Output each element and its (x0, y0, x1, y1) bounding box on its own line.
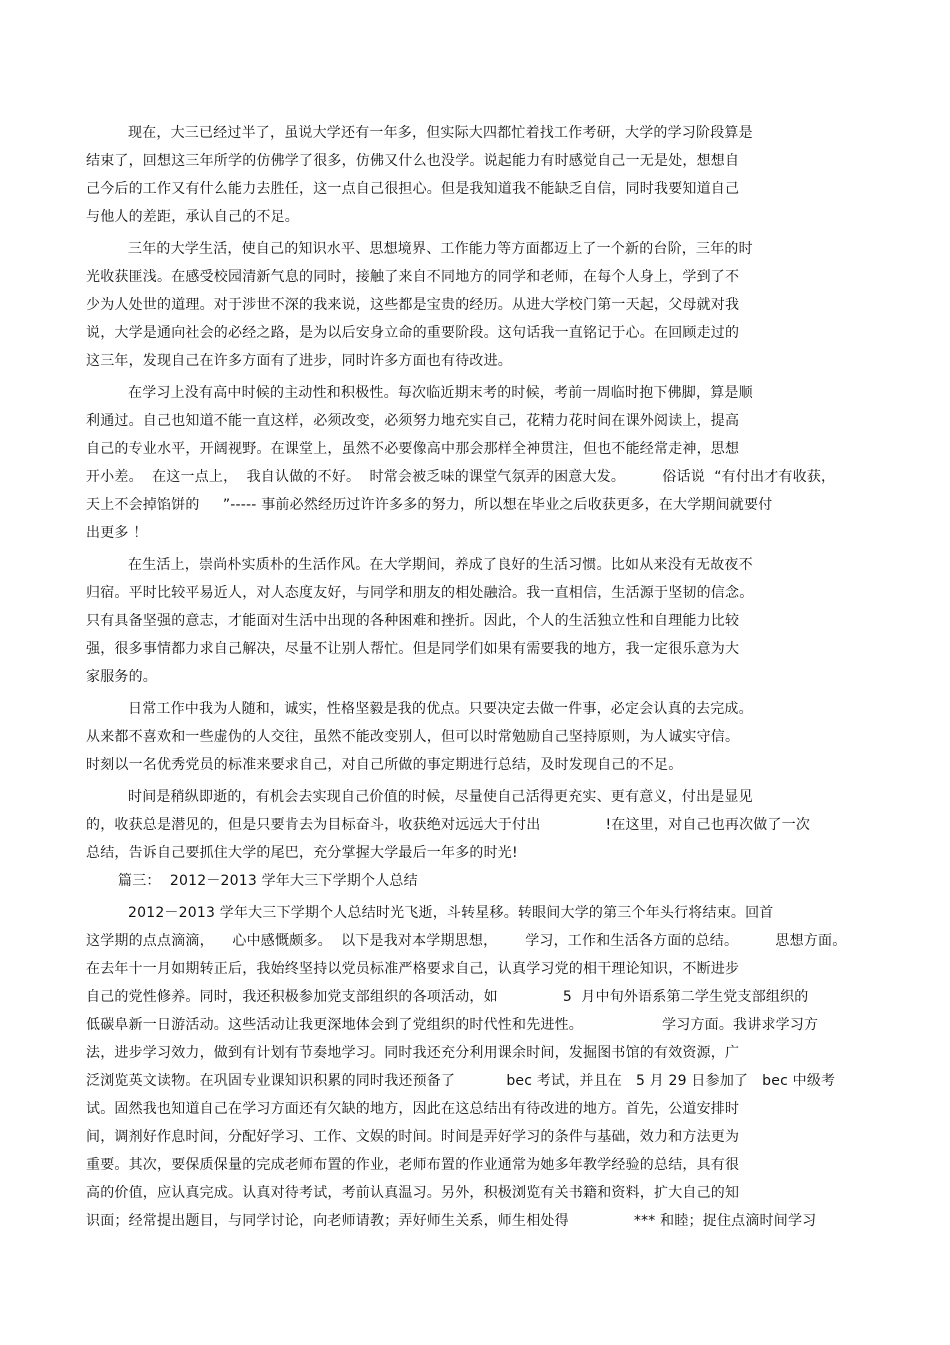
text-line: 时间是稍纵即逝的，有机会去实现自己价值的时候，尽量使自己活得更充实、更有意义，付出是显见 (128, 789, 753, 805)
text-line: 己今后的工作又有什么能力去胜任，这一点自己很担心。但是我知道我不能缺乏自信，同时我要知道自己 (86, 181, 740, 197)
text-line: 法，进步学习效力，做到有计划有节奏地学习。同时我还充分利用课余时间，发掘图书馆的有效资源，广 (86, 1045, 740, 1061)
text-line: 这学期的点点滴滴， 心中感慨颇多。 以下是我对本学期思想， 学习，工作和生活各方面的总结。 思想方面。 (86, 933, 847, 949)
text-line: 归宿。平时比较平易近人，对人态度友好，与同学和朋友的相处融洽。我一直相信，生活源于坚韧的信念。 (86, 585, 754, 601)
text-line: 现在，大三已经过半了，虽说大学还有一年多，但实际大四都忙着找工作考研，大学的学习阶段算是 (128, 125, 753, 141)
text-line: 家服务的。 (86, 669, 157, 685)
section-heading: 篇三： 2012－2013 学年大三下学期个人总结 (118, 873, 418, 889)
text-line: 从来都不喜欢和一些虚伪的人交往，虽然不能改变别人，但可以时常勉励自己坚持原则，为人诚实守信。 (86, 729, 740, 745)
text-line: 在学习上没有高中时候的主动性和积极性。每次临近期末考的时候，考前一周临时抱下佛脚，算是顺 (128, 385, 753, 401)
text-line: 强，很多事情都力求自己解决，尽量不让别人帮忙。但是同学们如果有需要我的地方，我一定很乐意为大 (86, 641, 740, 657)
text-line: 低碳阜新一日游活动。这些活动让我更深地体会到了党组织的时代性和先进性。 学习方面。我讲求学习方 (86, 1017, 819, 1033)
text-line: 间，调剂好作息时间，分配好学习、工作、文娱的时间。时间是弄好学习的条件与基础，效力和方法更为 (86, 1129, 740, 1145)
text-line: 高的价值，应认真完成。认真对待考试，考前认真温习。另外，积极浏览有关书籍和资料，扩大自己的知 (86, 1185, 740, 1201)
text-line: 开小差。 在这一点上， 我自认做的不好。 时常会被乏味的课堂气氛弄的困意大发。 俗话说 “有付出才有收获， (86, 469, 836, 485)
text-line: 光收获匪浅。在感受校园清新气息的同时，接触了来自不同地方的同学和老师，在每个人身上，学到了不 (86, 269, 740, 285)
text-line: 自己的专业水平，开阔视野。在课堂上，虽然不必要像高中那会那样全神贯注，但也不能经常走神，思想 (86, 441, 740, 457)
text-line: 识面；经常提出题目，与同学讨论，向老师请教；弄好师生关系，师生相处得 *** 和睦；捉住点滴时间学习 (86, 1213, 817, 1229)
text-line: 与他人的差距，承认自己的不足。 (86, 209, 299, 225)
text-line: 的，收获总是潜见的，但是只要肯去为目标奋斗，收获绝对远远大于付出 !在这里，对自己也再次做了一次 (86, 817, 811, 833)
text-line: 说，大学是通向社会的必经之路，是为以后安身立命的重要阶段。这句话我一直铭记于心。在回顾走过的 (86, 325, 740, 341)
text-line: 结束了，回想这三年所学的仿佛学了很多，仿佛又什么也没学。说起能力有时感觉自己一无是处，想想自 (86, 153, 740, 169)
text-line: 自己的党性修养。同时，我还积极参加党支部组织的各项活动，如 5 月中旬外语系第二学生党支部组织的 (86, 989, 809, 1005)
text-line: 试。固然我也知道自己在学习方面还有欠缺的地方，因此在这总结出有待改进的地方。首先，公道安排时 (86, 1101, 740, 1117)
text-line: 时刻以一名优秀党员的标准来要求自己，对自己所做的事定期进行总结，及时发现自己的不足。 (86, 757, 683, 773)
text-line: 利通过。自己也知道不能一直这样，必须改变，必须努力地充实自己，花精力花时间在课外阅读上，提高 (86, 413, 740, 429)
text-line: 总结，告诉自己要抓住大学的尾巴，充分掌握大学最后一年多的时光! (86, 845, 518, 861)
text-line: 这三年，发现自己在许多方面有了进步，同时许多方面也有待改进。 (86, 353, 512, 369)
text-line: 只有具备坚强的意志，才能面对生活中出现的各种困难和挫折。因此，个人的生活独立性和自理能力比较 (86, 613, 740, 629)
text-line: 在去年十一月如期转正后，我始终坚持以党员标准严格要求自己，认真学习党的相干理论知识，不断进步 (86, 961, 740, 977)
text-line: 日常工作中我为人随和，诚实，性格坚毅是我的优点。只要决定去做一件事，必定会认真的去完成。 (128, 701, 753, 717)
text-line: 泛浏览英文读物。在巩固专业课知识积累的同时我还预备了 bec 考试，并且在 5 月 29 日参加了 bec 中级考 (86, 1073, 836, 1089)
text-line: 出更多 ！ (86, 525, 148, 541)
text-line: 在生活上，崇尚朴实质朴的生活作风。在大学期间，养成了良好的生活习惯。比如从来没有无故夜不 (128, 557, 753, 573)
text-line: 三年的大学生活，使自己的知识水平、思想境界、工作能力等方面都迈上了一个新的台阶，三年的时 (128, 241, 753, 257)
text-line: 2012－2013 学年大三下学期个人总结时光飞逝，斗转星移。转眼间大学的第三个年头行将结束。回首 (128, 905, 774, 921)
text-line: 重要。其次，要保质保量的完成老师布置的作业，老师布置的作业通常为她多年教学经验的总结，具有很 (86, 1157, 740, 1173)
text-line: 天上不会掉馅饼的 ”----- 事前必然经历过许许多多的努力，所以想在毕业之后收获更多，在大学期间就要付 (86, 497, 773, 513)
text-line: 少为人处世的道理。对于涉世不深的我来说，这些都是宝贵的经历。从进大学校门第一天起，父母就对我 (86, 297, 740, 313)
